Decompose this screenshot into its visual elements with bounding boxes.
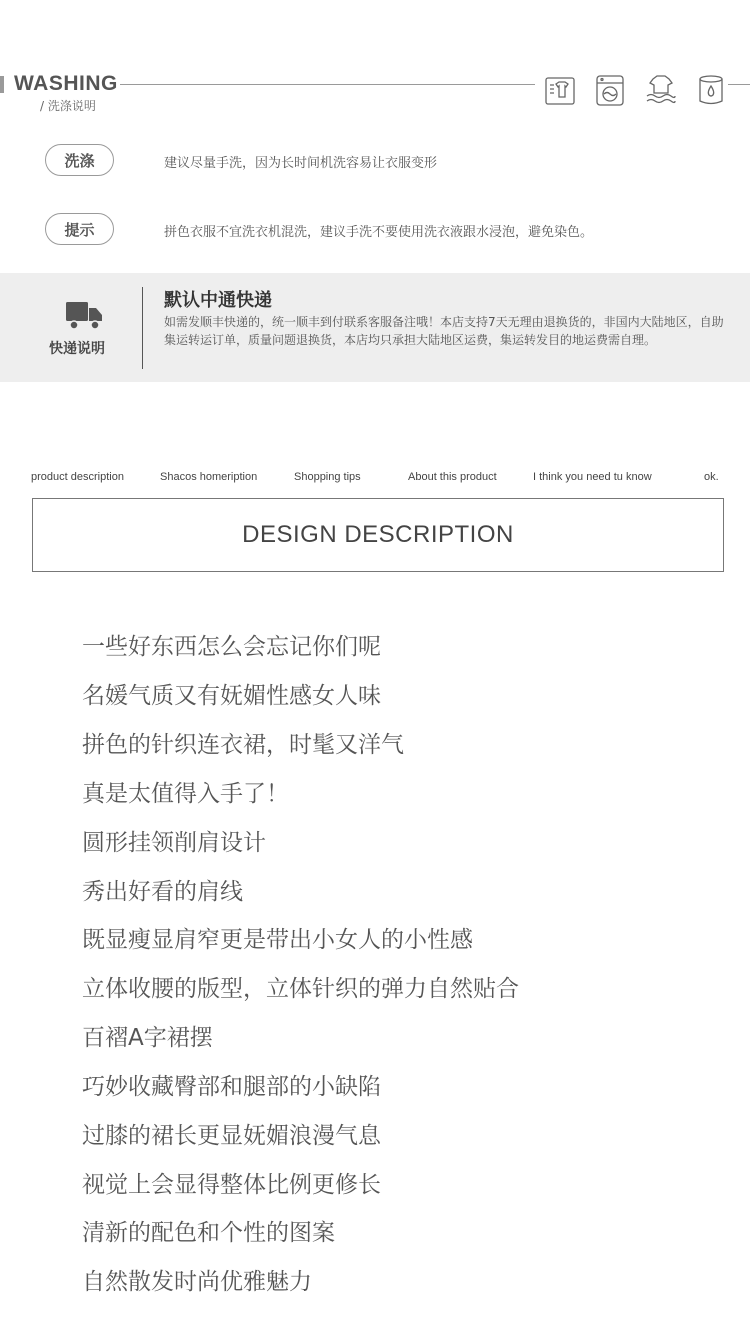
nav-ok: ok. — [704, 471, 719, 483]
header-divider-end — [728, 84, 750, 85]
description-line: 视觉上会显得整体比例更修长 — [82, 1172, 381, 1198]
design-description-box — [32, 498, 724, 572]
wash-tag: 洗涤 — [45, 144, 114, 176]
description-line: 名媛气质又有妩媚性感女人味 — [82, 683, 381, 709]
nav-shacos-homeription: Shacos homeription — [160, 471, 258, 483]
nav-need-to-know: I think you need tu know — [533, 471, 652, 483]
description-line: 巧妙收藏臀部和腿部的小缺陷 — [82, 1074, 381, 1100]
description-line: 既显瘦显肩窄更是带出小女人的小性感 — [82, 927, 473, 953]
nav-product-description: product description — [31, 471, 124, 483]
description-line: 一些好东西怎么会忘记你们呢 — [82, 634, 381, 660]
tip-tag: 提示 — [45, 213, 114, 245]
design-title: DESIGN DESCRIPTION — [242, 521, 514, 548]
description-line: 百褶A字裙摆 — [82, 1025, 213, 1051]
nav-about-product: About this product — [408, 471, 497, 483]
shipping-description: 如需发顺丰快递的，统一顺丰到付联系客服备注哦！本店支持7天无理由退换货的，非国内大陆地区，自助集运转运订单，质量问题退换货，本店均只承担大陆地区运费，集运转发目的地运费需自理。 — [164, 315, 724, 347]
description-line: 秀出好看的肩线 — [82, 879, 243, 905]
washing-title: WASHING — [14, 72, 118, 95]
wash-instruction: 建议尽量手洗，因为长时间机洗容易让衣服变形 — [164, 156, 438, 171]
hand-wash-tub-icon — [543, 73, 577, 107]
shirt-soak-icon — [644, 73, 678, 107]
description-line: 自然散发时尚优雅魅力 — [82, 1269, 312, 1295]
shipping-title: 默认中通快递 — [164, 290, 272, 311]
section-marker — [0, 76, 4, 93]
description-line: 拼色的针织连衣裙，时髦又洋气 — [82, 732, 404, 758]
description-line: 立体收腰的版型，立体针织的弹力自然贴合 — [82, 976, 519, 1002]
tip-instruction: 拼色衣服不宜洗衣机混洗，建议手洗不要使用洗衣液跟水浸泡，避免染色。 — [164, 225, 594, 240]
description-line: 真是太值得入手了！ — [82, 781, 289, 807]
shipping-divider — [142, 287, 143, 369]
header-divider — [120, 84, 535, 85]
washing-subtitle: / 洗涤说明 — [40, 99, 96, 113]
description-line: 清新的配色和个性的图案 — [82, 1220, 335, 1246]
nav-shopping-tips: Shopping tips — [294, 471, 361, 483]
water-drop-tub-icon — [694, 73, 728, 107]
shipping-label: 快递说明 — [49, 341, 105, 357]
description-line: 圆形挂领削肩设计 — [82, 830, 266, 856]
washing-machine-icon — [593, 73, 627, 107]
description-line: 过膝的裙长更显妩媚浪漫气息 — [82, 1123, 381, 1149]
truck-icon — [64, 300, 104, 332]
